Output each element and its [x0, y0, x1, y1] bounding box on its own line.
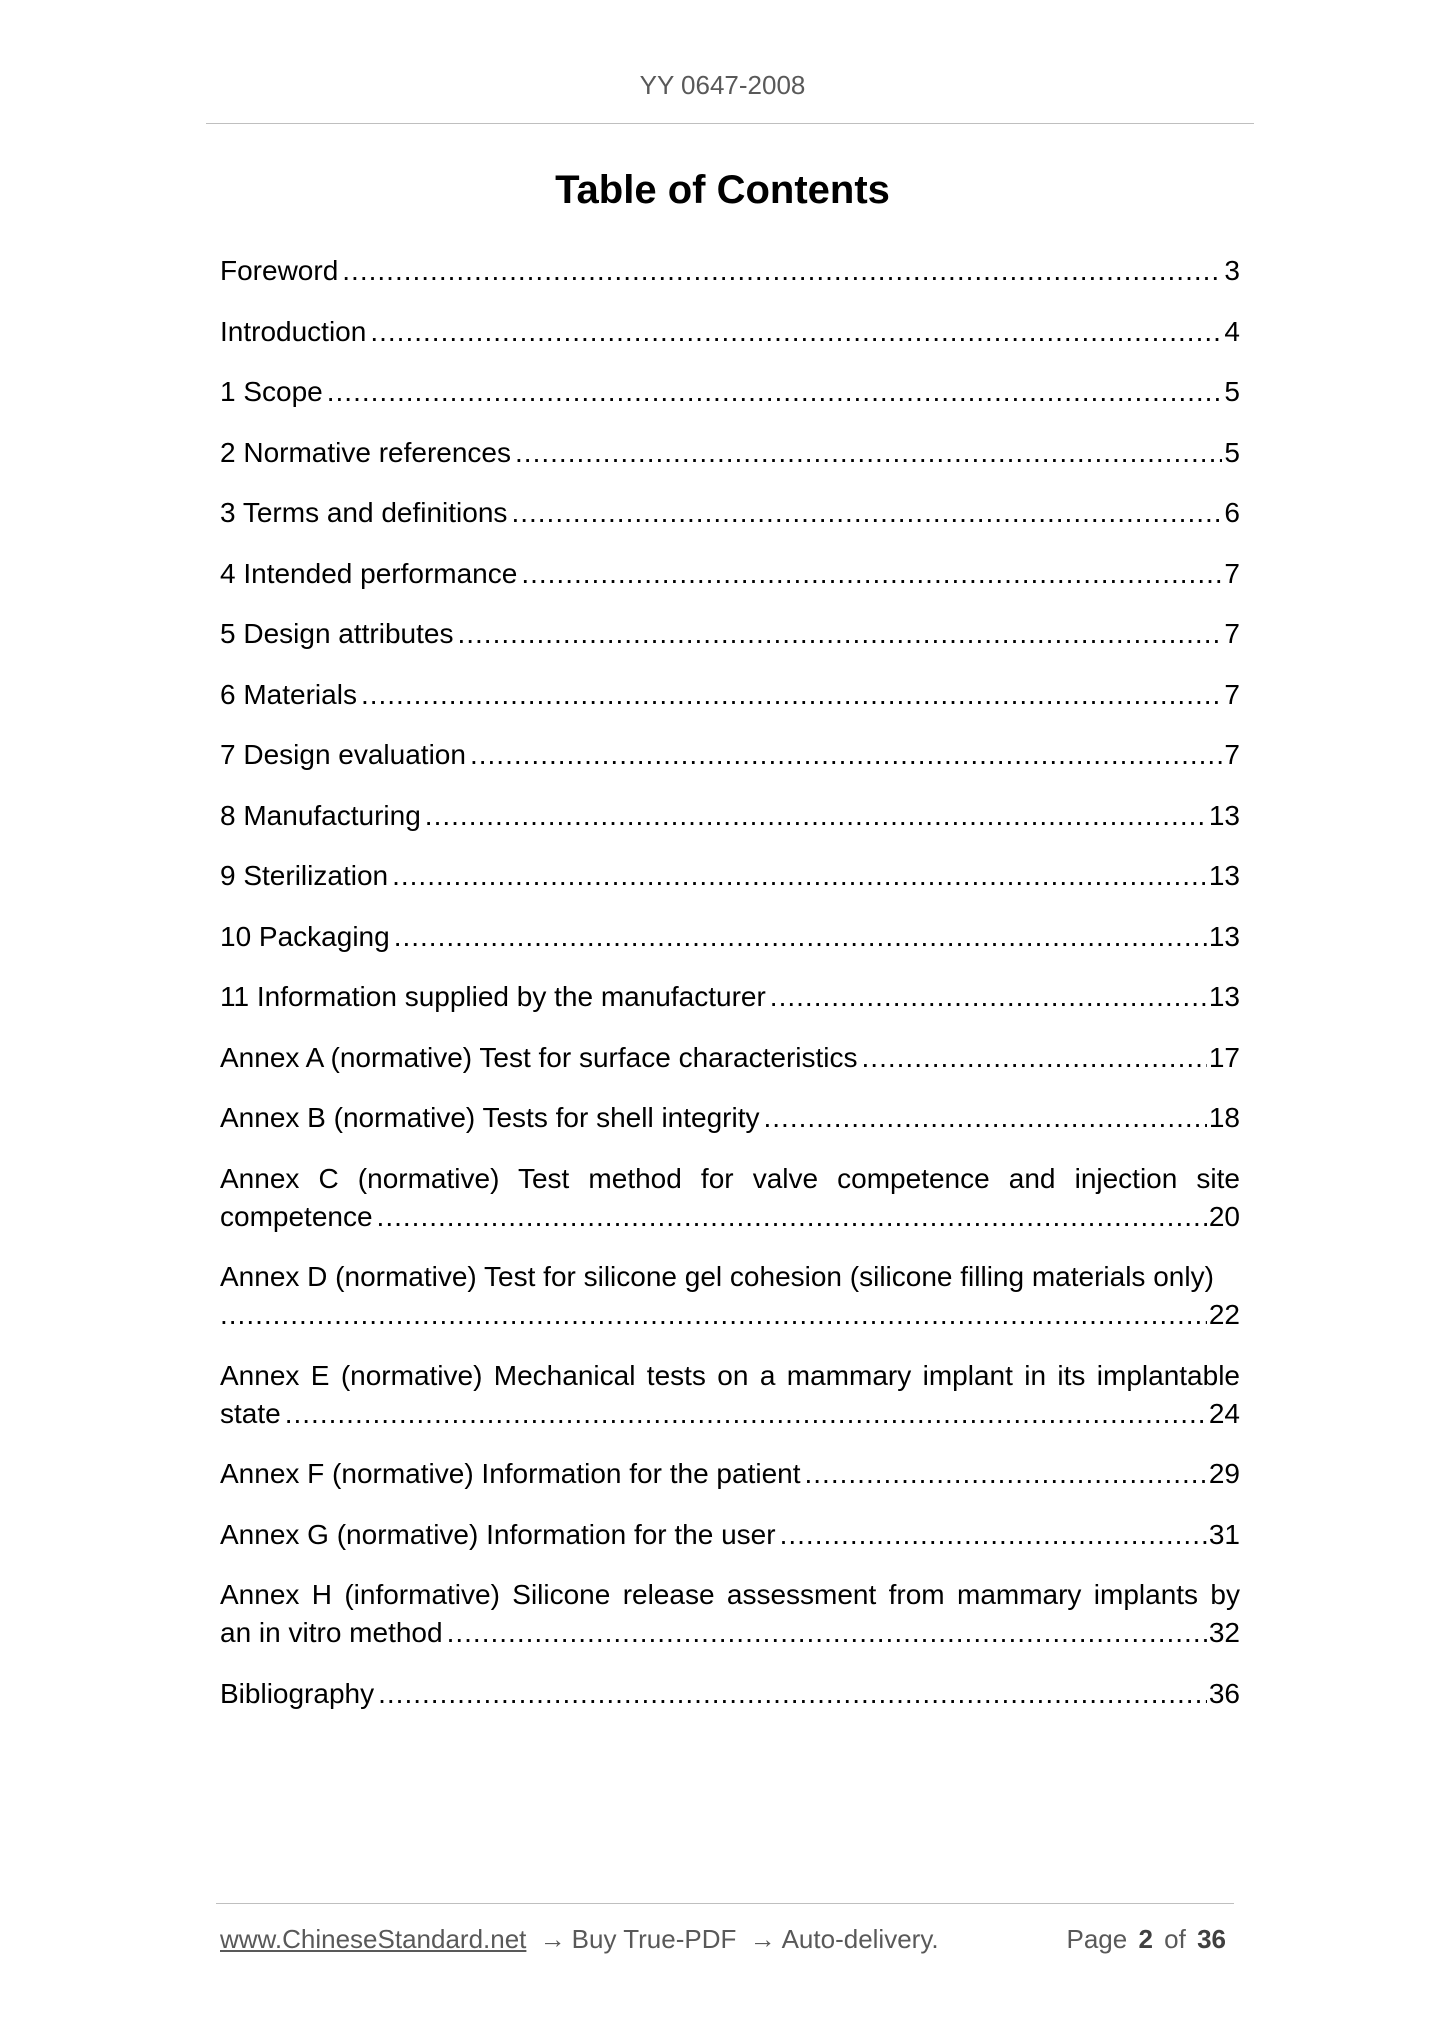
- toc-entry-page: 17: [1208, 1041, 1240, 1073]
- dot-leader: [392, 857, 1207, 895]
- dot-leader: [521, 555, 1222, 593]
- page-total: 36: [1197, 1924, 1226, 1954]
- toc-entry-label: 5 Design attributes: [220, 618, 454, 649]
- toc-entry-annex-h[interactable]: [220, 1576, 1240, 1652]
- toc-entry-annex-c[interactable]: [220, 1160, 1240, 1236]
- toc-entry-label: Annex B (normative) Tests for shell integrity: [220, 1102, 760, 1133]
- toc-entry-label: 9 Sterilization: [220, 860, 389, 891]
- toc-entry-manufacturing[interactable]: [220, 797, 1240, 835]
- dot-leader: [394, 918, 1207, 956]
- toc-entry-label-line2: an in vitro method: [220, 1617, 443, 1648]
- toc-entry-design-attributes[interactable]: [220, 615, 1240, 653]
- toc-list: [220, 252, 1240, 1735]
- dot-leader: [805, 1455, 1207, 1493]
- site-link[interactable]: www.ChineseStandard.net: [220, 1924, 527, 1954]
- arrow-right-icon: →: [539, 1924, 566, 1954]
- toc-entry-page: 7: [1224, 678, 1240, 710]
- toc-entry-label-line1: Annex D (normative) Test for silicone gel cohesion (silicone filling materials only): [220, 1261, 1214, 1292]
- toc-entry-page: 36: [1208, 1677, 1240, 1709]
- toc-entry-label-line2: competence: [220, 1200, 373, 1232]
- dot-leader: [370, 313, 1222, 351]
- toc-title: Table of Contents: [555, 168, 890, 212]
- toc-entry-page: 32: [1208, 1617, 1240, 1648]
- toc-entry-label: Annex A (normative) Test for surface characteristics: [220, 1041, 858, 1073]
- toc-entry-packaging[interactable]: [220, 918, 1240, 956]
- toc-entry-page: 13: [1208, 920, 1240, 952]
- toc-entry-label-line2: state: [220, 1397, 281, 1429]
- toc-entry-label-line1: Annex H (informative) Silicone release assessment from mammary implants by: [220, 1579, 1240, 1610]
- toc-entry-page: 20: [1208, 1200, 1240, 1232]
- buy-pdf-text: Buy True-PDF: [571, 1924, 737, 1954]
- toc-entry-label: 7 Design evaluation: [220, 739, 466, 770]
- dot-leader: [511, 494, 1222, 532]
- toc-entry-sterilization[interactable]: [220, 857, 1240, 895]
- toc-entry-label: 8 Manufacturing: [220, 799, 421, 831]
- toc-entry-label: 11 Information supplied by the manufacturer: [220, 981, 766, 1012]
- dot-leader: [447, 1614, 1207, 1652]
- toc-entry-page: 18: [1208, 1102, 1240, 1133]
- toc-entry-label: 4 Intended performance: [220, 557, 518, 589]
- dot-leader: [220, 1296, 1207, 1334]
- arrow-right-icon: →: [749, 1924, 776, 1954]
- toc-entry-label: 1 Scope: [220, 376, 323, 407]
- toc-entry-page: 29: [1208, 1458, 1240, 1489]
- dot-leader: [515, 434, 1222, 472]
- page-of-word: of: [1164, 1924, 1186, 1954]
- toc-entry-page: 31: [1208, 1518, 1240, 1550]
- toc-entry-label: Foreword: [220, 255, 339, 286]
- toc-entry-page: 24: [1208, 1397, 1240, 1429]
- dot-leader: [780, 1516, 1207, 1554]
- toc-entry-page: 7: [1224, 557, 1240, 589]
- toc-entry-annex-e[interactable]: [220, 1357, 1240, 1433]
- dot-leader: [342, 252, 1222, 290]
- toc-entry-page: 5: [1224, 376, 1240, 407]
- toc-entry-foreword[interactable]: [220, 252, 1240, 290]
- toc-entry-label: 2 Normative references: [220, 436, 512, 468]
- footer: [220, 1924, 1230, 1955]
- page-indicator: [1066, 1924, 1230, 1955]
- dot-leader: [763, 1099, 1206, 1137]
- dot-leader: [457, 615, 1222, 653]
- page-word: Page: [1066, 1924, 1128, 1954]
- toc-entry-annex-f[interactable]: [220, 1455, 1240, 1493]
- toc-entry-terms-definitions[interactable]: [220, 494, 1240, 532]
- toc-entry-label: Bibliography: [220, 1677, 375, 1709]
- toc-entry-materials[interactable]: [220, 676, 1240, 714]
- dot-leader: [285, 1395, 1207, 1433]
- toc-entry-label: 6 Materials: [220, 678, 357, 710]
- toc-entry-page: 6: [1224, 497, 1240, 528]
- toc-entry-page: 7: [1224, 618, 1240, 649]
- dot-leader: [862, 1039, 1207, 1077]
- dot-leader: [425, 797, 1207, 835]
- header-divider: [206, 123, 1254, 124]
- toc-entry-page: 5: [1224, 436, 1240, 468]
- toc-entry-normative-references[interactable]: [220, 434, 1240, 472]
- toc-entry-page: 3: [1224, 255, 1240, 286]
- dot-leader: [770, 978, 1207, 1016]
- toc-entry-page: 13: [1208, 860, 1240, 891]
- toc-entry-label: 3 Terms and definitions: [220, 497, 508, 528]
- dot-leader: [361, 676, 1222, 714]
- toc-entry-annex-b[interactable]: [220, 1099, 1240, 1137]
- toc-entry-label-line1: Annex E (normative) Mechanical tests on a mammary implant in its implantable: [220, 1359, 1240, 1391]
- toc-entry-information-manufacturer[interactable]: [220, 978, 1240, 1016]
- toc-entry-label: Annex G (normative) Information for the user: [220, 1518, 776, 1550]
- toc-entry-design-evaluation[interactable]: [220, 736, 1240, 774]
- toc-entry-intended-performance[interactable]: [220, 555, 1240, 593]
- header-doc-code: YY 0647-2008: [639, 70, 806, 100]
- dot-leader: [377, 1198, 1207, 1236]
- toc-entry-label: Introduction: [220, 315, 367, 347]
- toc-entry-label-line1: Annex C (normative) Test method for valve competence and injection site: [220, 1162, 1240, 1194]
- toc-entry-page: 7: [1224, 739, 1240, 770]
- toc-entry-label: Annex F (normative) Information for the patient: [220, 1458, 801, 1489]
- toc-entry-introduction[interactable]: [220, 313, 1240, 351]
- dot-leader: [378, 1675, 1207, 1713]
- toc-entry-page: 22: [1208, 1299, 1240, 1330]
- toc-entry-annex-d[interactable]: [220, 1258, 1240, 1334]
- toc-entry-annex-g[interactable]: [220, 1516, 1240, 1554]
- dot-leader: [327, 373, 1223, 411]
- auto-delivery-text: Auto-delivery.: [781, 1924, 939, 1954]
- toc-entry-bibliography[interactable]: [220, 1675, 1240, 1713]
- footer-divider: [216, 1903, 1234, 1904]
- toc-entry-label: 10 Packaging: [220, 920, 390, 952]
- toc-entry-page: 13: [1208, 799, 1240, 831]
- page-current: 2: [1138, 1924, 1153, 1954]
- toc-entry-page: 13: [1208, 981, 1240, 1012]
- toc-entry-annex-a[interactable]: [220, 1039, 1240, 1077]
- toc-entry-scope[interactable]: [220, 373, 1240, 411]
- dot-leader: [470, 736, 1222, 774]
- toc-entry-page: 4: [1224, 315, 1240, 347]
